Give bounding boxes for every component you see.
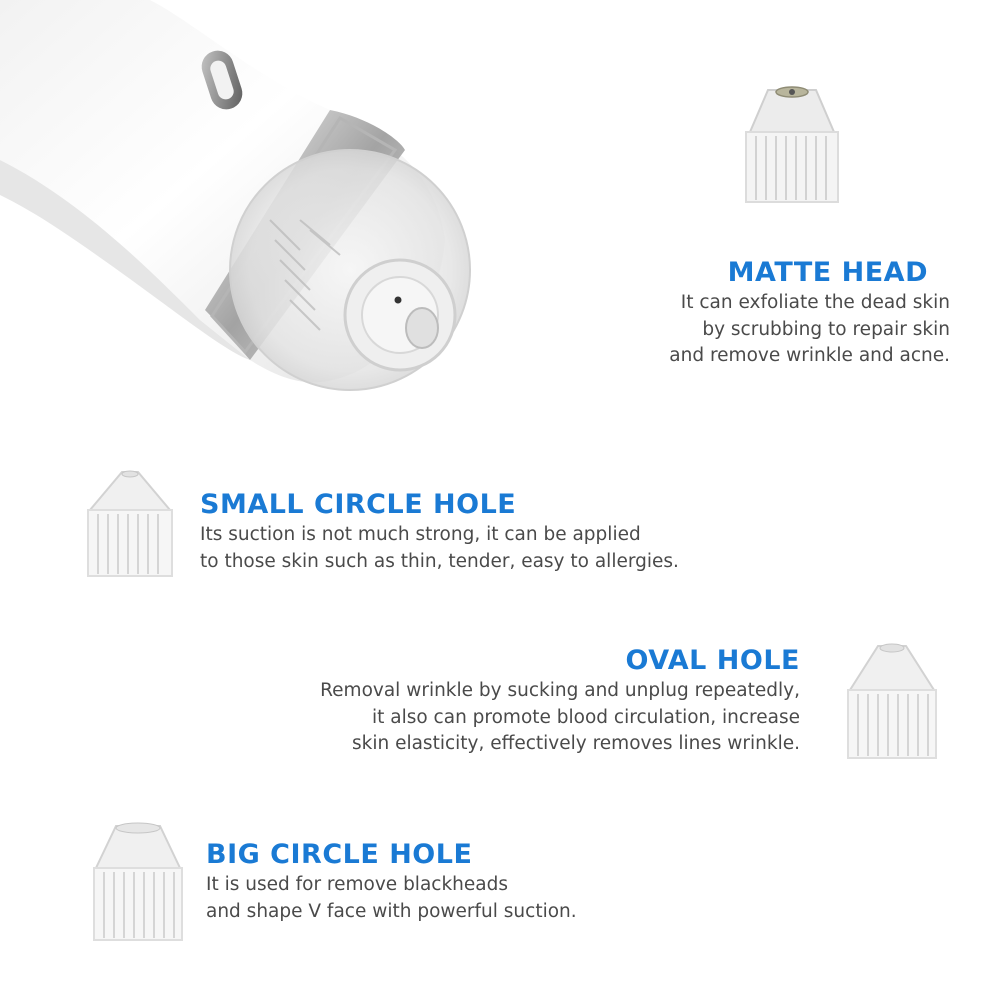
feature-description [206,872,706,925]
feature-description-line: It can exfoliate the dead skin [680,292,950,313]
feature-title: BIG CIRCLE HOLE [206,839,473,870]
big-circle-hole-tip-icon [90,820,186,944]
feature-title: MATTE HEAD [727,257,928,288]
feature-oval-hole [240,644,800,758]
feature-title: SMALL CIRCLE HOLE [200,489,517,520]
feature-description-line: and remove wrinkle and acne. [669,345,950,366]
feature-description-line: to those skin such as thin, tender, easy to allergies. [200,550,679,572]
feature-description-line: it also can promote blood circulation, increase [371,706,800,728]
small-circle-hole-tip-icon [82,468,178,580]
feature-description-line: by scrubbing to repair skin [702,318,950,340]
feature-description-line: Removal wrinkle by sucking and unplug repeatedly, [320,680,800,701]
matte-head-tip-icon [738,82,846,206]
feature-description-line: skin elasticity, effectively removes lines wrinkle. [351,733,800,754]
oval-hole-tip-icon [844,640,940,762]
feature-big-circle-hole [206,838,706,925]
feature-description [550,290,950,370]
feature-title: OVAL HOLE [625,645,800,676]
feature-small-circle-hole [200,488,760,575]
feature-description-line: Its suction is not much strong, it can be applied [200,524,641,545]
feature-matte-head [550,256,950,370]
feature-description-line: and shape V face with powerful suction. [206,900,577,922]
feature-description [200,522,760,575]
feature-description-line: It is used for remove blackheads [206,874,508,895]
feature-description [240,678,800,758]
blackhead-vacuum-device-icon [0,0,520,430]
